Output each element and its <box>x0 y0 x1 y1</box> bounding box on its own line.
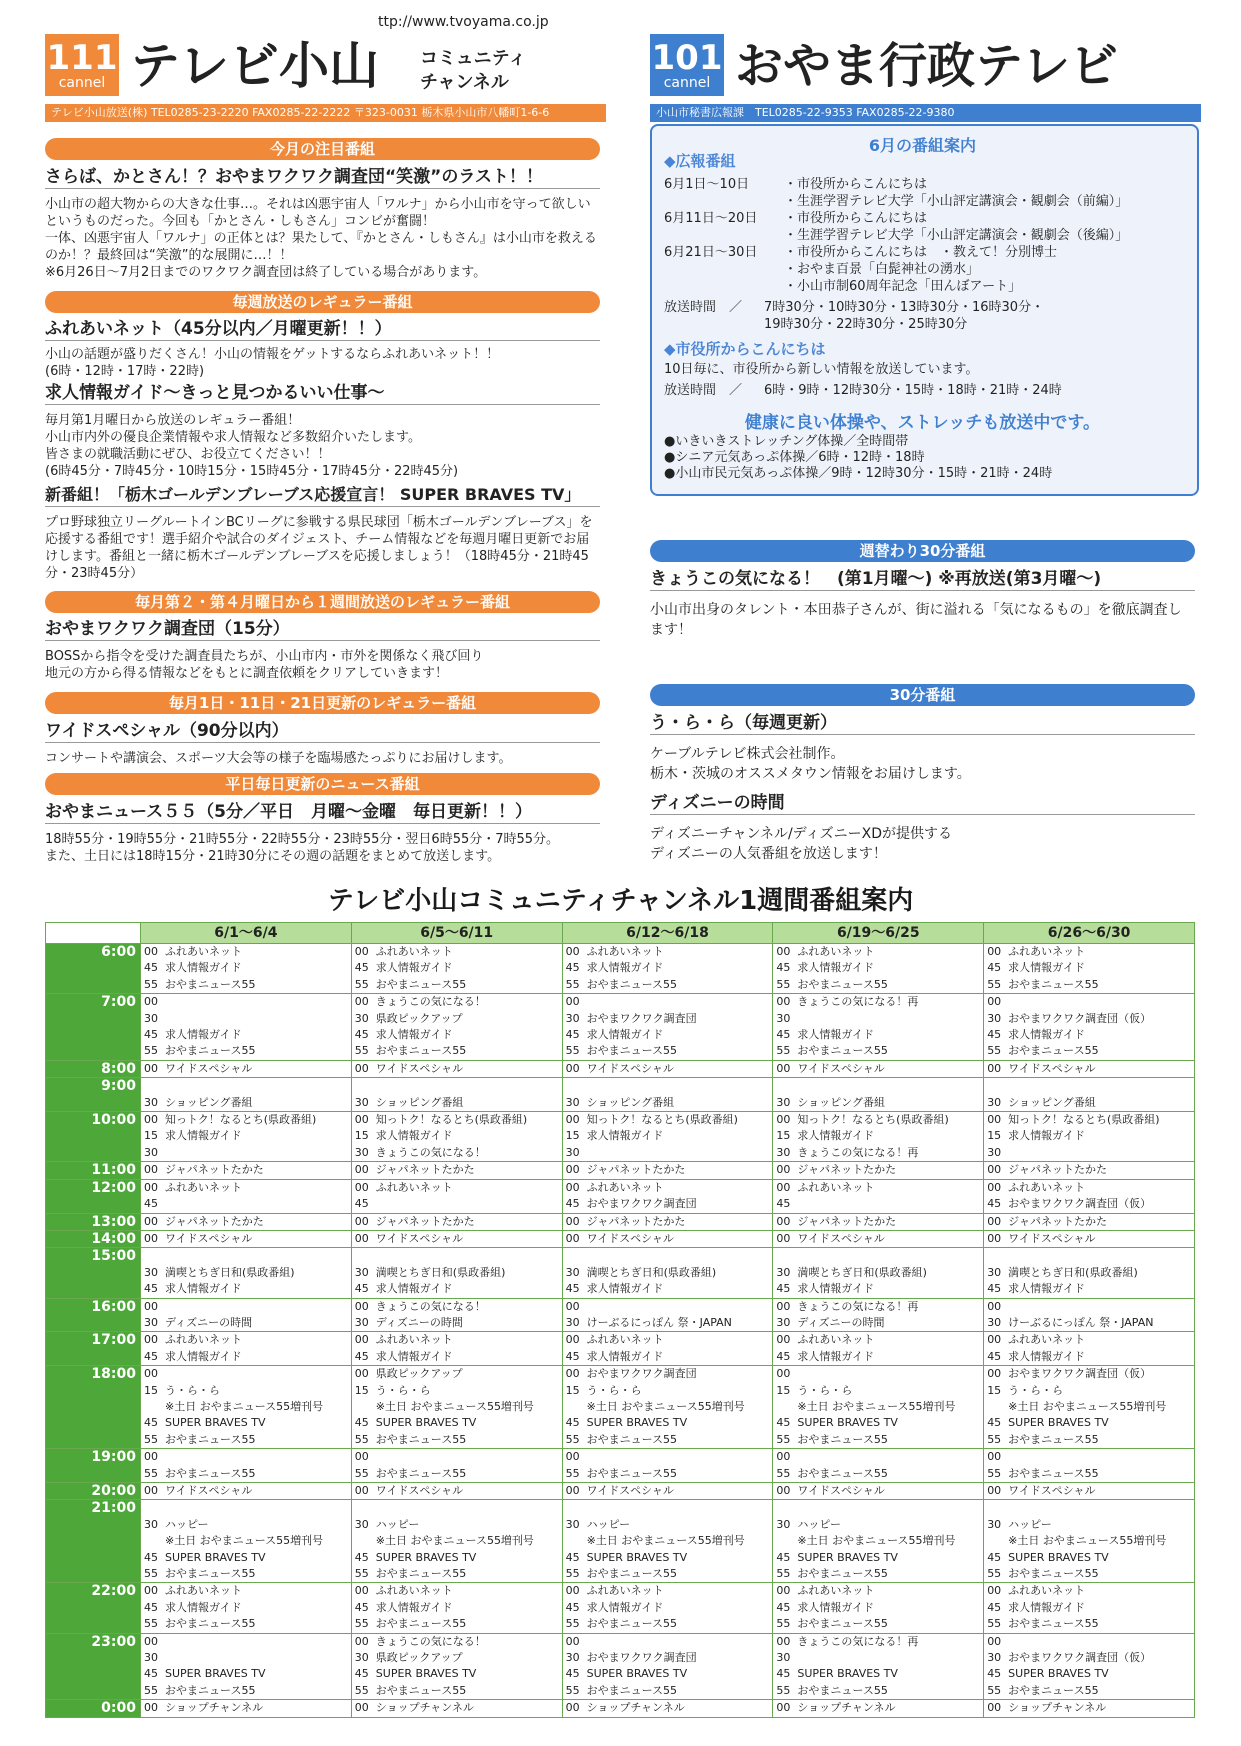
section-label-30min: 30分番組 <box>650 684 1195 706</box>
program-cell: 30 ショッピング番組 <box>773 1078 984 1112</box>
program-cell: 00 ワイドスペシャル <box>562 1483 773 1500</box>
program-cell: 00 ジャパネットたかた <box>984 1213 1195 1230</box>
program-cell: 00 ふれあいネット 45 求人情報ガイド 55 おやまニュース55 <box>562 944 773 994</box>
koho-time-label: 放送時間 ／ <box>664 300 743 315</box>
program-cell: 00 きょうこの気になる！ 30 ディズニーの時間 <box>351 1298 562 1332</box>
program-cell: 00 ショップチャンネル <box>351 1700 562 1717</box>
program-cell: 00 ワイドスペシャル <box>773 1060 984 1077</box>
program-cell: 00 ふれあいネット 45 求人情報ガイド 55 おやまニュース55 <box>773 1583 984 1633</box>
program-cell: 00 きょうこの気になる！ 30 県政ピックアップ 45 求人情報ガイド 55 おやまニュース55 <box>351 994 562 1061</box>
time-cell: 22:00 <box>46 1583 141 1633</box>
program-cell: 00 ジャパネットたかた <box>773 1162 984 1179</box>
left-channel-badge <box>45 34 119 96</box>
right-title: おやま行政テレビ <box>735 38 1119 94</box>
program-cell: 00 ふれあいネット 45 求人情報ガイド 55 おやまニュース55 <box>984 944 1195 994</box>
program-cell: 00 15 う・ら・ら ※土日 おやまニュース55増刊号 45 SUPER BRAVES TV 55 おやまニュース55 <box>773 1366 984 1449</box>
program-cell: 00 おやまワクワク調査団（仮） 15 う・ら・ら ※土日 おやまニュース55増刊号 45 SUPER BRAVES TV 55 おやまニュース55 <box>984 1366 1195 1449</box>
program-cell: 00 ショップチャンネル <box>562 1700 773 1717</box>
time-cell: 20:00 <box>46 1483 141 1500</box>
koho-item: ・小山市制60周年記念「田んぼアート」 <box>784 279 1022 294</box>
schedule-row <box>46 1060 1195 1077</box>
schedule-row <box>46 1248 1195 1298</box>
right-channel-word: cannel <box>663 75 711 91</box>
program-cell: 00 ふれあいネット 45 求人情報ガイド <box>141 1332 352 1366</box>
program-cell: 00 30 ディズニーの時間 <box>141 1298 352 1332</box>
koho-item: ・おやま百景「白髭神社の湧水」 <box>784 262 980 277</box>
program-cell: 00 ふれあいネット 45 <box>773 1179 984 1213</box>
weekly-heading-2: 求人情報ガイド〜きっと見つかるいい仕事〜 <box>45 382 600 405</box>
weekly30-heading: きょうこの気になる！ (第1月曜〜) ※再放送(第3月曜〜) <box>650 568 1195 591</box>
schedule-row <box>46 1230 1195 1247</box>
june-program-title: 6月の番組案内 <box>868 136 977 155</box>
time-cell: 11:00 <box>46 1162 141 1179</box>
program-cell: 30 ハッピー ※土日 おやまニュース55増刊号 45 SUPER BRAVES TV 55 おやまニュース55 <box>141 1500 352 1583</box>
left-title: テレビ小山 <box>130 37 379 95</box>
program-cell: 00 ワイドスペシャル <box>351 1230 562 1247</box>
program-cell: 00 30 おやまワクワク調査団 45 求人情報ガイド 55 おやまニュース55 <box>562 994 773 1061</box>
program-cell: 00 知っトク！なるとち(県政番組) 15 求人情報ガイド 30 きょうこの気になる！ <box>351 1112 562 1162</box>
koho-times: 7時30分・10時30分・13時30分・16時30分・ 19時30分・22時30分・25時30分 <box>764 300 1045 332</box>
corner-cell <box>46 923 141 944</box>
news-heading: おやまニュース５５（5分／平日 月曜〜金曜 毎日更新！！） <box>45 801 600 824</box>
time-cell: 14:00 <box>46 1230 141 1247</box>
koho-date: 6月1日〜10日 <box>664 177 750 192</box>
koho-items <box>784 210 1128 244</box>
featured-body: 小山市の超大物からの大きな仕事…。それは凶悪宇宙人「ワルナ」から小山市を守って欲しいというものだった。今回も「かとさん・しもさん」コンビが奮闘！ 一体、凶悪宇宙人「ワルナ」の正体とは？果たして、『かとさん・しもさん』は小山市を救えるのか！？最終回は“笑激”的な展開に…！！ ※6月26日〜7月2日までのワクワク調査団は終了している場合があります。 <box>45 197 597 280</box>
koho-items <box>784 176 1128 210</box>
koho-row <box>664 176 1184 210</box>
program-cell: 00 ふれあいネット 45 求人情報ガイド <box>984 1332 1195 1366</box>
column-header: 6/26〜6/30 <box>984 923 1195 944</box>
program-cell: 00 30 おやまワクワク調査団（仮） 45 求人情報ガイド 55 おやまニュース55 <box>984 994 1195 1061</box>
program-cell: 30 ショッピング番組 <box>562 1078 773 1112</box>
schedule-row <box>46 1162 1195 1179</box>
program-cell: 30 ハッピー ※土日 おやまニュース55増刊号 45 SUPER BRAVES TV 55 おやまニュース55 <box>351 1500 562 1583</box>
program-cell: 30 満喫とちぎ日和(県政番組) 45 求人情報ガイド <box>562 1248 773 1298</box>
program-cell: 30 ハッピー ※土日 おやまニュース55増刊号 45 SUPER BRAVES TV 55 おやまニュース55 <box>984 1500 1195 1583</box>
time-cell: 7:00 <box>46 994 141 1061</box>
program-cell: 00 ジャパネットたかた <box>984 1162 1195 1179</box>
program-cell: 00 ワイドスペシャル <box>984 1230 1195 1247</box>
koho-item: ・市役所からこんにちは <box>784 177 928 192</box>
program-cell: 00 15 う・ら・ら ※土日 おやまニュース55増刊号 45 SUPER BRAVES TV 55 おやまニュース55 <box>141 1366 352 1449</box>
program-cell: 00 ふれあいネット 45 求人情報ガイド 55 おやまニュース55 <box>984 1583 1195 1633</box>
weekly-heading-1: ふれあいネット（45分以内／月曜更新！！） <box>45 318 600 341</box>
program-cell: 00 30 けーぶるにっぽん 祭・JAPAN <box>984 1298 1195 1332</box>
right-channel-badge <box>650 34 724 96</box>
program-cell: 00 ふれあいネット 45 求人情報ガイド 55 おやまニュース55 <box>562 1583 773 1633</box>
program-cell: 00 知っトク！なるとち(県政番組) 15 求人情報ガイド 30 <box>984 1112 1195 1162</box>
koho-time-row <box>664 299 1184 333</box>
program-cell: 00 ふれあいネット 45 求人情報ガイド 55 おやまニュース55 <box>141 944 352 994</box>
schedule-row <box>46 1078 1195 1112</box>
time-cell: 16:00 <box>46 1298 141 1332</box>
weekly30-body: 小山市出身のタレント・本田恭子さんが、街に溢れる「気になるもの」を徹底調査します！ <box>650 602 1182 638</box>
section-label-featured: 今月の注目番組 <box>45 138 600 160</box>
koho-row <box>664 244 1184 295</box>
program-cell: 00 ワイドスペシャル <box>351 1483 562 1500</box>
schedule-row <box>46 1298 1195 1332</box>
section-label-biweekly: 毎月第２・第４月曜日から１週間放送のレギュラー番組 <box>45 591 600 613</box>
koho-item: ・市役所からこんにちは ・教えて！分別博士 <box>784 245 1058 260</box>
program-cell: 00 知っトク！なるとち(県政番組) 15 求人情報ガイド 30 きょうこの気になる！再 <box>773 1112 984 1162</box>
30min-body-1: ケーブルテレビ株式会社制作。 栃木・茨城のオススメタウン情報をお届けします。 <box>650 746 971 782</box>
program-cell: 00 おやまワクワク調査団 15 う・ら・ら ※土日 おやまニュース55増刊号 45 SUPER BRAVES TV 55 おやまニュース55 <box>562 1366 773 1449</box>
program-cell: 00 ジャパネットたかた <box>351 1213 562 1230</box>
time-cell: 6:00 <box>46 944 141 994</box>
time-cell: 8:00 <box>46 1060 141 1077</box>
weekly-body-3: プロ野球独立リーグルートインBCリーグに参戦する県民球団「栃木ゴールデンブレーブス」を応援する番組です！選手紹介や試合のダイジェスト、チーム情報などを毎週月曜日更新でお届けします。番組と一緒に栃木ゴールデンブレーブスを応援しましょう！（18時45分・21時45分・23時45分） <box>45 515 593 581</box>
column-header: 6/12〜6/18 <box>562 923 773 944</box>
program-cell: 00 ジャパネットたかた <box>351 1162 562 1179</box>
health-item: ●シニア元気あっぷ体操／6時・12時・18時 <box>664 450 925 465</box>
program-cell: 00 30 けーぶるにっぽん 祭・JAPAN <box>562 1298 773 1332</box>
time-cell: 9:00 <box>46 1078 141 1112</box>
program-cell: 00 30 45 求人情報ガイド 55 おやまニュース55 <box>141 994 352 1061</box>
schedule-row <box>46 1483 1195 1500</box>
program-cell: 30 ショッピング番組 <box>351 1078 562 1112</box>
program-cell: 00 ふれあいネット 45 求人情報ガイド 55 おやまニュース55 <box>351 1583 562 1633</box>
koho-items <box>784 244 1057 295</box>
weekly-heading-3: 新番組！「栃木ゴールデンブレーブス応援宣言！ SUPER BRAVES TV」 <box>45 484 600 507</box>
program-cell: 00 知っトク！なるとち(県政番組) 15 求人情報ガイド 30 <box>562 1112 773 1162</box>
schedule-row <box>46 1112 1195 1162</box>
program-cell: 00 きょうこの気になる！再 30 ディズニーの時間 <box>773 1298 984 1332</box>
featured-heading: さらば、かとさん！？おやまワクワク調査団“笑激”のラスト！！ <box>45 166 600 189</box>
schedule-row <box>46 1179 1195 1213</box>
left-subtitle-2: チャンネル <box>420 72 509 93</box>
program-cell: 00 きょうこの気になる！再 30 45 SUPER BRAVES TV 55 おやまニュース55 <box>773 1633 984 1700</box>
column-header: 6/1〜6/4 <box>141 923 352 944</box>
schedule-row <box>46 994 1195 1061</box>
schedule-header-row <box>46 923 1195 944</box>
program-cell: 00 ふれあいネット 45 求人情報ガイド <box>351 1332 562 1366</box>
biweekly-body: BOSSから指令を受けた調査員たちが、小山市内・市外を関係なく飛び回り 地元の方から得る情報などをもとに調査依頼をクリアしていきます！ <box>45 649 484 681</box>
koho-item: ・生涯学習テレビ大学「小山評定講演会・観劇会（後編）」 <box>784 228 1129 243</box>
program-cell: 00 ふれあいネット 45 求人情報ガイド <box>562 1332 773 1366</box>
program-cell: 00 ショップチャンネル <box>984 1700 1195 1717</box>
shiyakusho-time-label: 放送時間 ／ <box>664 383 743 398</box>
schedule-row <box>46 944 1195 994</box>
time-cell: 12:00 <box>46 1179 141 1213</box>
health-list <box>664 434 1052 482</box>
program-cell: 00 ワイドスペシャル <box>984 1483 1195 1500</box>
schedule-row <box>46 1500 1195 1583</box>
program-cell: 00 55 おやまニュース55 <box>351 1449 562 1483</box>
program-cell: 00 30 おやまワクワク調査団（仮） 45 SUPER BRAVES TV 55 おやまニュース55 <box>984 1633 1195 1700</box>
schedule-row <box>46 1366 1195 1449</box>
koho-label: ◆広報番組 <box>664 152 736 170</box>
program-cell: 30 ハッピー ※土日 おやまニュース55増刊号 45 SUPER BRAVES TV 55 おやまニュース55 <box>773 1500 984 1583</box>
shiyakusho-body: 10日毎に、市役所から新しい情報を放送しています。 <box>664 362 979 377</box>
left-channel-number: 111 <box>46 38 118 78</box>
column-header: 6/19〜6/25 <box>773 923 984 944</box>
time-cell: 15:00 <box>46 1248 141 1298</box>
schedule-body <box>46 944 1195 1718</box>
program-cell: 00 ふれあいネット 45 おやまワクワク調査団（仮） <box>984 1179 1195 1213</box>
program-cell: 00 ふれあいネット 45 <box>141 1179 352 1213</box>
30min-body-2: ディズニーチャンネル/ディズニーXDが提供する ディズニーの人気番組を放送します！ <box>650 826 953 862</box>
program-cell: 00 知っトク！なるとち(県政番組) 15 求人情報ガイド 30 <box>141 1112 352 1162</box>
program-cell: 00 55 おやまニュース55 <box>141 1449 352 1483</box>
program-cell: 00 ジャパネットたかた <box>562 1213 773 1230</box>
section-label-news: 平日毎日更新のニュース番組 <box>45 773 600 795</box>
program-cell: 00 ワイドスペシャル <box>351 1060 562 1077</box>
time-cell: 18:00 <box>46 1366 141 1449</box>
program-cell: 00 ワイドスペシャル <box>562 1230 773 1247</box>
schedule-row <box>46 1583 1195 1633</box>
monthly-body: コンサートや講演会、スポーツ大会等の様子を臨場感たっぷりにお届けします。 <box>45 751 512 766</box>
program-cell: 00 ジャパネットたかた <box>562 1162 773 1179</box>
left-channel-word: cannel <box>58 75 106 91</box>
time-cell: 23:00 <box>46 1633 141 1700</box>
left-contact-bar: テレビ小山放送(株) TEL0285-23-2220 FAX0285-22-2222 〒323-0031 栃木県小山市八幡町1-6-6 <box>45 104 606 122</box>
program-cell: 00 30 45 SUPER BRAVES TV 55 おやまニュース55 <box>141 1633 352 1700</box>
koho-date: 6月21日〜30日 <box>664 245 758 260</box>
program-cell: 30 満喫とちぎ日和(県政番組) 45 求人情報ガイド <box>141 1248 352 1298</box>
koho-item: ・市役所からこんにちは <box>784 211 928 226</box>
time-cell: 0:00 <box>46 1700 141 1717</box>
time-cell: 21:00 <box>46 1500 141 1583</box>
program-cell: 30 ショッピング番組 <box>141 1078 352 1112</box>
time-cell: 13:00 <box>46 1213 141 1230</box>
koho-date: 6月11日〜20日 <box>664 211 758 226</box>
schedule-table <box>45 922 1195 1718</box>
section-label-weekly: 毎週放送のレギュラー番組 <box>45 291 600 313</box>
program-cell: 00 ワイドスペシャル <box>141 1483 352 1500</box>
program-cell: 00 ふれあいネット 45 求人情報ガイド 55 おやまニュース55 <box>141 1583 352 1633</box>
monthly-heading: ワイドスペシャル（90分以内） <box>45 720 600 743</box>
section-label-weekly30: 週替わり30分番組 <box>650 540 1195 562</box>
column-header: 6/5〜6/11 <box>351 923 562 944</box>
program-cell: 00 ショップチャンネル <box>773 1700 984 1717</box>
left-url: ttp://www.tvoyama.co.jp <box>378 14 549 30</box>
program-cell: 00 きょうこの気になる！ 30 県政ピックアップ 45 SUPER BRAVES TV 55 おやまニュース55 <box>351 1633 562 1700</box>
koho-schedule <box>664 176 1184 333</box>
weekly-body-1: 小山の話題が盛りだくさん！小山の情報をゲットするならふれあいネット！！ (6時・12時・17時・22時) <box>45 347 500 379</box>
right-contact-bar: 小山市秘書広報課 TEL0285-22-9353 FAX0285-22-9380 <box>650 104 1201 122</box>
program-cell: 00 ショップチャンネル <box>141 1700 352 1717</box>
program-cell: 00 ワイドスペシャル <box>984 1060 1195 1077</box>
program-cell: 00 ワイドスペシャル <box>562 1060 773 1077</box>
30min-heading-2: ディズニーの時間 <box>650 792 1195 815</box>
program-cell: 30 満喫とちぎ日和(県政番組) 45 求人情報ガイド <box>773 1248 984 1298</box>
time-cell: 10:00 <box>46 1112 141 1162</box>
health-heading: 健康に良い体操や、ストレッチも放送中です。 <box>744 413 1101 433</box>
schedule-row <box>46 1213 1195 1230</box>
program-cell: 00 ジャパネットたかた <box>773 1213 984 1230</box>
health-item: ●小山市民元気あっぷ体操／9時・12時30分・15時・21時・24時 <box>664 466 1053 481</box>
schedule-row <box>46 1633 1195 1700</box>
program-cell: 00 ワイドスペシャル <box>141 1060 352 1077</box>
30min-heading-1: う・ら・ら（毎週更新） <box>650 712 1195 735</box>
program-cell: 00 55 おやまニュース55 <box>773 1449 984 1483</box>
program-cell: 00 県政ピックアップ 15 う・ら・ら ※土日 おやまニュース55増刊号 45 SUPER BRAVES TV 55 おやまニュース55 <box>351 1366 562 1449</box>
koho-item: ・生涯学習テレビ大学「小山評定講演会・観劇会（前編）」 <box>784 194 1129 209</box>
program-cell: 00 ふれあいネット 45 求人情報ガイド 55 おやまニュース55 <box>351 944 562 994</box>
time-cell: 19:00 <box>46 1449 141 1483</box>
program-cell: 00 ふれあいネット 45 <box>351 1179 562 1213</box>
weekly-body-2: 毎月第1月曜日から放送のレギュラー番組！ 小山市内外の優良企業情報や求人情報など多数紹介いたします。 皆さまの就職活動にぜひ、お役立てください！！ (6時45分・7時45分・10時15分・15時45分・17時45分・22時45分) <box>45 413 459 479</box>
program-cell: 00 ワイドスペシャル <box>773 1483 984 1500</box>
health-item: ●いきいきストレッチング体操／全時間帯 <box>664 434 909 449</box>
program-cell: 00 ジャパネットたかた <box>141 1213 352 1230</box>
schedule-row <box>46 1332 1195 1366</box>
program-cell: 00 ジャパネットたかた <box>141 1162 352 1179</box>
schedule-row <box>46 1700 1195 1717</box>
program-cell: 00 ふれあいネット 45 求人情報ガイド <box>773 1332 984 1366</box>
program-cell: 00 55 おやまニュース55 <box>984 1449 1195 1483</box>
program-cell: 30 満喫とちぎ日和(県政番組) 45 求人情報ガイド <box>984 1248 1195 1298</box>
program-cell: 30 ショッピング番組 <box>984 1078 1195 1112</box>
section-label-monthly: 毎月1日・11日・21日更新のレギュラー番組 <box>45 692 600 714</box>
program-cell: 30 ハッピー ※土日 おやまニュース55増刊号 45 SUPER BRAVES TV 55 おやまニュース55 <box>562 1500 773 1583</box>
program-cell: 00 ワイドスペシャル <box>773 1230 984 1247</box>
program-cell: 00 30 おやまワクワク調査団 45 SUPER BRAVES TV 55 おやまニュース55 <box>562 1633 773 1700</box>
news-body: 18時55分・19時55分・21時55分・22時55分・23時55分・翌日6時55分・7時55分。 また、土日には18時15分・21時30分にその週の話題をまとめて放送します。 <box>45 832 560 864</box>
time-cell: 17:00 <box>46 1332 141 1366</box>
program-cell: 00 ふれあいネット 45 求人情報ガイド 55 おやまニュース55 <box>773 944 984 994</box>
koho-row <box>664 210 1184 244</box>
shiyakusho-label: ◆市役所からこんにちは <box>664 340 826 358</box>
left-subtitle-1: コミュニティ <box>420 48 527 69</box>
schedule-row <box>46 1449 1195 1483</box>
right-channel-number: 101 <box>651 38 723 78</box>
schedule-title: テレビ小山コミュニティチャンネル1週間番組案内 <box>327 886 914 916</box>
biweekly-heading: おやまワクワク調査団（15分） <box>45 618 600 641</box>
program-cell: 30 満喫とちぎ日和(県政番組) 45 求人情報ガイド <box>351 1248 562 1298</box>
program-cell: 00 55 おやまニュース55 <box>562 1449 773 1483</box>
program-cell: 00 ふれあいネット 45 おやまワクワク調査団 <box>562 1179 773 1213</box>
program-cell: 00 きょうこの気になる！再 30 45 求人情報ガイド 55 おやまニュース55 <box>773 994 984 1061</box>
shiyakusho-time-row <box>664 382 1062 399</box>
shiyakusho-times: 6時・9時・12時30分・15時・18時・21時・24時 <box>764 383 1062 398</box>
program-cell: 00 ワイドスペシャル <box>141 1230 352 1247</box>
